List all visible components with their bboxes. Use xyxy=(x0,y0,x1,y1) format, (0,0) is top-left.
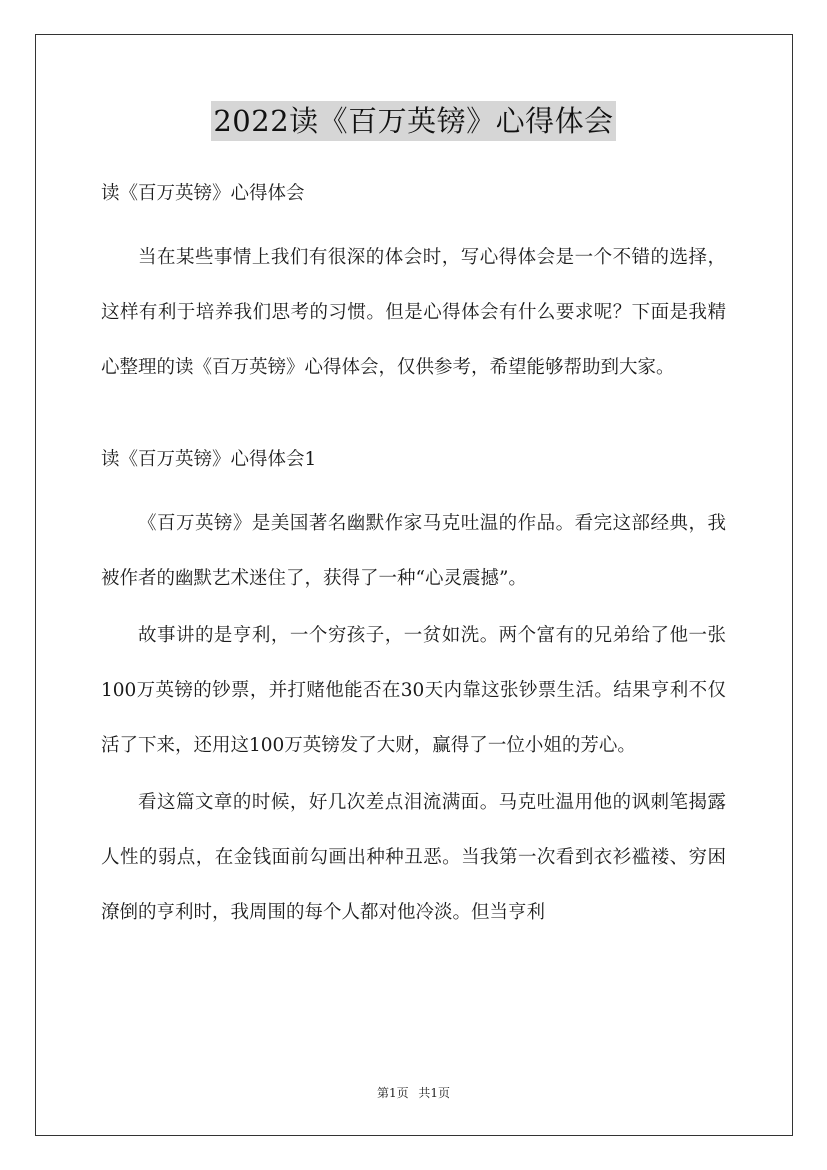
title-container xyxy=(0,101,827,141)
section1-heading: 读《百万英镑》心得体会1 xyxy=(101,449,317,470)
page-footer xyxy=(0,1084,827,1101)
document-body xyxy=(101,176,726,942)
section1-paragraph-2: 故事讲的是亨利，一个穷孩子，一贫如洗。两个富有的兄弟给了他一张100万英镑的钞票，并打赌他能否在30天内靠这张钞票生活。结果亨利不仅活了下来，还用这100万英镑发了大财，赢得了一位小姐的芳心。 xyxy=(101,625,726,756)
section1-paragraph-1: 《百万英镑》是美国著名幽默作家马克吐温的作品。看完这部经典，我被作者的幽默艺术迷住了，获得了一种“心灵震撼”。 xyxy=(101,513,726,589)
intro-paragraph: 当在某些事情上我们有很深的体会时，写心得体会是一个不错的选择，这样有利于培养我们思考的习惯。但是心得体会有什么要求呢？下面是我精心整理的读《百万英镑》心得体会，仅供参考，希望能够帮助到大家。 xyxy=(101,247,726,378)
section1-paragraph-3: 看这篇文章的时候，好几次差点泪流满面。马克吐温用他的讽刺笔揭露人性的弱点，在金钱面前勾画出种种丑恶。当我第一次看到衣衫褴褛、穷困潦倒的亨利时，我周围的每个人都对他冷淡。但当亨利 xyxy=(101,792,726,923)
document-title: 2022读《百万英镑》心得体会 xyxy=(211,101,615,141)
intro-heading: 读《百万英镑》心得体会 xyxy=(101,183,305,204)
page-number-total: 共1页 xyxy=(418,1086,451,1100)
page-number-current: 第1页 xyxy=(376,1086,409,1100)
section-gap xyxy=(101,397,726,442)
